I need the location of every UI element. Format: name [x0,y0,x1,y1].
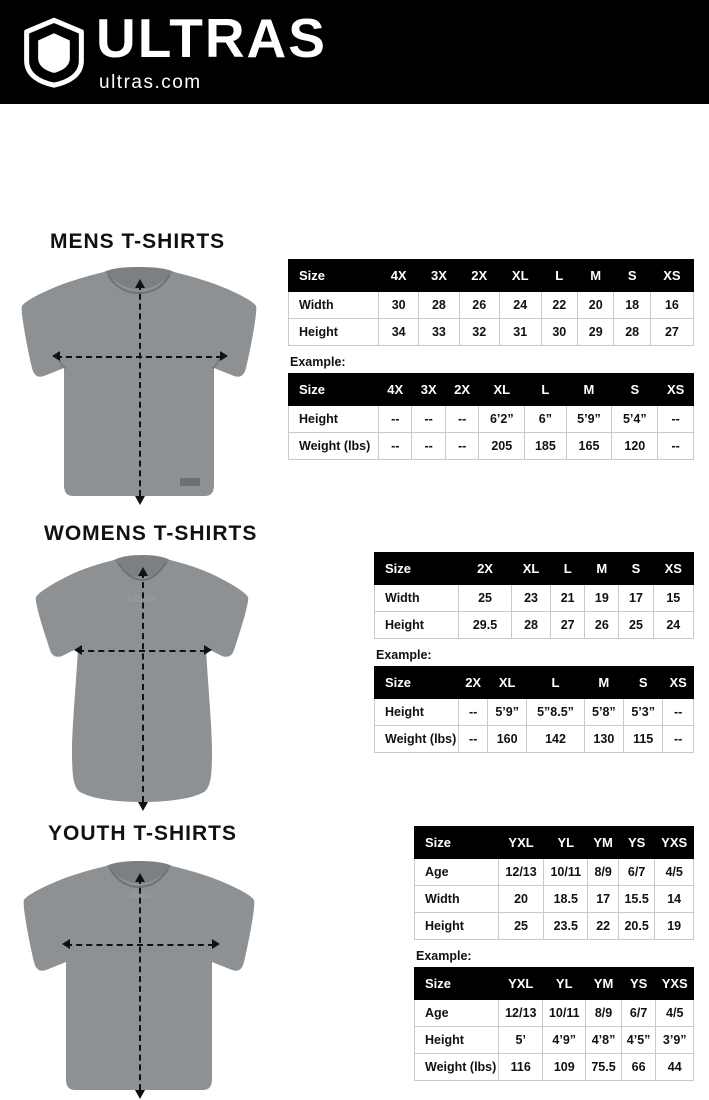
youth-height-arrow-bottom [132,1086,148,1100]
table-header-row: Size 4X 3X 2X XL L M S XS [289,374,694,406]
mens-tshirt-illustration [8,256,270,506]
womens-height-guide [142,572,144,802]
section-title-mens: MENS T-SHIRTS [50,230,226,253]
womens-tables [374,552,694,753]
table-row: Width 20 18.5 17 15.5 14 [415,886,694,913]
table-header-row: Size 2X XL L M S XS [375,667,694,699]
mens-example-table [288,373,694,460]
youth-width-arrow-left [60,936,76,952]
brand-website: ultras.com [99,71,202,93]
youth-tshirt-illustration [8,852,270,1100]
table-row: Width 25 23 21 19 17 15 [375,585,694,612]
th-s: S [614,260,650,292]
svg-text:ultras: ultras [128,593,156,605]
ultras-shield-icon [18,16,90,88]
table-row: Height 25 23.5 22 20.5 19 [415,913,694,940]
mens-height-guide [139,284,141,496]
th-xs: XS [650,260,693,292]
womens-height-arrow-top [135,566,151,580]
table-header-row: Size 2X XL L M S XS [375,553,694,585]
table-row: Age 12/13 10/11 8/9 6/7 4/5 [415,859,694,886]
youth-tables [414,826,694,1081]
womens-width-arrow-left [72,642,88,658]
womens-width-arrow-right [198,642,214,658]
section-title-womens: WOMENS T-SHIRTS [44,522,258,545]
th-m: M [578,260,614,292]
youth-width-arrow-right [206,936,222,952]
mens-width-arrow-right [214,348,230,364]
table-row: Height 29.5 28 27 26 25 24 [375,612,694,639]
youth-height-guide [139,878,141,1090]
table-row: Weight (lbs) 116 109 75.5 66 44 [415,1054,694,1081]
table-row: Height 5’ 4’9” 4’8” 4’5” 3’9” [415,1027,694,1054]
womens-height-arrow-bottom [135,798,151,812]
mens-width-arrow-left [50,348,66,364]
page-header [0,0,709,104]
table-header-row: Size YXL YL YM YS YXS [415,827,694,859]
youth-height-arrow-top [132,872,148,886]
table-row: Height -- 5’9” 5”8.5” 5’8” 5’3” -- [375,699,694,726]
table-row: Height 34 33 32 31 30 29 28 27 [289,319,694,346]
table-row: Width 30 28 26 24 22 20 18 16 [289,292,694,319]
table-row: Weight (lbs) -- -- -- 205 185 165 120 -- [289,433,694,460]
th-3x: 3X [419,260,459,292]
th-l: L [541,260,577,292]
youth-example-table [414,967,694,1081]
th-xl: XL [499,260,541,292]
mens-example-label: Example: [290,355,346,369]
mens-size-table [288,259,694,346]
mens-height-arrow-top [132,278,148,292]
womens-example-label: Example: [376,648,432,662]
th-2x: 2X [459,260,499,292]
table-header-row: Size YXL YL YM YS YXS [415,968,694,1000]
womens-tshirt-illustration [22,546,262,808]
th-size: Size [289,260,379,292]
th-4x: 4X [379,260,419,292]
section-title-youth: YOUTH T-SHIRTS [48,822,238,845]
table-header-row [289,260,694,292]
svg-text:ultras: ultras [126,890,152,901]
table-row: Age 12/13 10/11 8/9 6/7 4/5 [415,1000,694,1027]
table-row: Weight (lbs) -- 160 142 130 115 -- [375,726,694,753]
youth-size-table [414,826,694,940]
womens-size-table [374,552,694,639]
womens-example-table [374,666,694,753]
table-row: Height -- -- -- 6’2” 6” 5’9” 5’4” -- [289,406,694,433]
mens-tables [288,259,694,460]
brand-title: ULTRAS [96,6,327,69]
youth-example-label: Example: [416,949,472,963]
mens-height-arrow-bottom [132,492,148,506]
